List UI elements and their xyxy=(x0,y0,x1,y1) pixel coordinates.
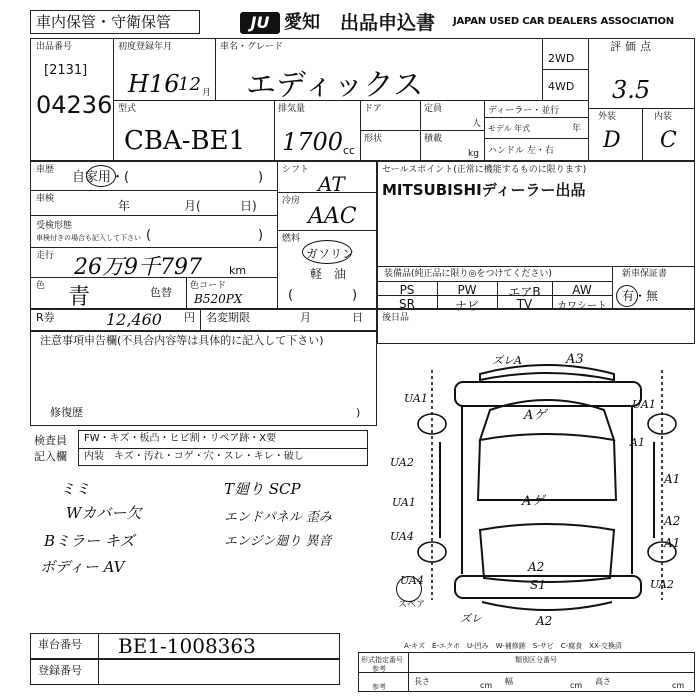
equipment-item: SR xyxy=(399,297,415,311)
warranty-label: 新車保証書 xyxy=(622,269,668,279)
displacement-value: 1700 xyxy=(282,128,344,156)
inspector-label-2: 記入欄 xyxy=(34,450,67,463)
sales-value: MITSUBISHIディーラー出品 xyxy=(382,181,586,199)
repair-close: ) xyxy=(356,406,361,419)
form-title: 出品申込書 xyxy=(340,12,436,34)
history-close: ) xyxy=(258,170,264,185)
diag-label-9: UA1 xyxy=(392,496,416,509)
equipment-item: ナビ xyxy=(454,299,479,313)
aircon-label: 冷房 xyxy=(282,196,301,206)
equipment-item: PS xyxy=(399,283,415,297)
diag-label-12: UA4 xyxy=(390,530,414,543)
name-change-day: 日 xyxy=(352,311,363,324)
inspection-day: 日) xyxy=(240,199,257,213)
equipment-item: カワシート xyxy=(557,301,607,312)
diag-label-10: Aゲ xyxy=(522,494,545,509)
fuel-label: 燃料 xyxy=(282,234,301,244)
inspection-month: 月( xyxy=(184,199,201,213)
ju-logo: JU xyxy=(240,12,280,34)
color-code-label: 色コード xyxy=(190,281,227,291)
drive-4wd: 4WD xyxy=(548,80,575,93)
dealer-model-year: モデル 年式 xyxy=(488,124,531,133)
grade-int-value: C xyxy=(660,128,677,153)
spec-height: 高さ xyxy=(595,677,611,686)
mileage-value: 26万9千797 xyxy=(74,255,202,280)
doors-label: ドア xyxy=(364,104,382,114)
fuel-paren-close: ) xyxy=(352,288,358,303)
grade-int-label: 内装 xyxy=(654,112,673,122)
lot-number: 04236 xyxy=(36,91,113,119)
chassis-label: 車台番号 xyxy=(38,638,82,651)
equipment-item: エアB xyxy=(508,285,541,299)
shift-label: シフト xyxy=(282,165,310,175)
diag-label-5: UA1 xyxy=(632,398,656,411)
association-name: JAPAN USED CAR DEALERS ASSOCIATION xyxy=(453,16,674,27)
spec-cm-1: cm xyxy=(480,681,493,690)
fuel-diesel: 軽 油 xyxy=(310,267,347,281)
spec-ref-1: 参考 xyxy=(372,665,386,673)
recycle-row xyxy=(30,309,377,331)
spare-circle xyxy=(396,576,422,602)
registration-year: H16 xyxy=(128,70,180,98)
drive-2wd: 2WD xyxy=(548,52,575,65)
equipment-item: PW xyxy=(457,283,477,297)
diag-label-2: A3 xyxy=(566,352,584,367)
remark-right-1: T廻り SCP xyxy=(224,480,301,498)
shift-value: AT xyxy=(318,172,345,196)
inspection-label: 車検 xyxy=(36,194,55,204)
diag-label-14: UA4 xyxy=(400,574,424,587)
diag-label-16: S1 xyxy=(530,578,546,592)
name-change-label: 名変期限 xyxy=(206,311,250,324)
color-code-value: B520PX xyxy=(194,292,243,306)
lot-code: [2131] xyxy=(44,63,88,78)
shape-label: 形状 xyxy=(364,134,383,144)
car-name-label: 車名・グレード xyxy=(220,42,284,52)
spec-length: 長さ xyxy=(414,677,430,686)
remark-1: ミミ xyxy=(60,480,91,498)
diag-label-3: UA1 xyxy=(404,392,428,405)
spec-cm-2: cm xyxy=(570,681,583,690)
recycle-unit: 円 xyxy=(184,311,195,324)
after-date-box xyxy=(377,309,695,344)
damage-legend: A-キズ E-エクボ U-凹み W-補修跡 S-サビ C-腐食 XX-交換済 xyxy=(404,642,622,650)
diag-label-19: ズレ xyxy=(460,612,482,625)
transfer-label: 受検形態 xyxy=(36,221,73,231)
grade-label: 評価点 xyxy=(610,40,655,53)
transfer-paren: ( xyxy=(146,228,152,243)
diag-label-13: A1 xyxy=(664,536,681,550)
history-label: 車歴 xyxy=(36,165,55,175)
inspector-row-2: キズ・汚れ・コゲ・穴・スレ・キレ・破し xyxy=(114,451,304,462)
transfer-close: ) xyxy=(258,228,264,243)
registration-month: 12 xyxy=(178,74,201,95)
dealer-line: ディーラー・並行 xyxy=(488,106,560,116)
warranty-circle xyxy=(616,285,638,307)
sales-label: セールスポイント(正常に機能するものに限ります) xyxy=(382,165,587,175)
lot-label: 出品番号 xyxy=(36,42,73,52)
capacity-unit: 人 xyxy=(472,119,482,129)
displacement-label: 排気量 xyxy=(278,104,306,114)
fuel-paren-open: ( xyxy=(288,288,294,303)
diag-label-15: A2 xyxy=(528,560,545,574)
registration-month-unit: 月 xyxy=(202,88,212,98)
diag-label-7: UA2 xyxy=(390,456,414,469)
diag-label-4: Aゲ xyxy=(524,408,547,423)
spec-category: 類別区分番号 xyxy=(515,656,557,664)
warranty-value: 有・無 xyxy=(622,289,659,303)
notes-label: 注意事項申告欄(不具合内容等は具体的に記入して下さい) xyxy=(40,334,324,347)
diag-label-11: A2 xyxy=(664,514,681,528)
equipment-item: AW xyxy=(572,283,592,297)
history-value: 自家用・( xyxy=(72,170,130,185)
history-circle xyxy=(86,165,116,187)
load-unit: kg xyxy=(468,149,479,159)
recycle-label: R券 xyxy=(36,311,55,324)
logo-city: 愛知 xyxy=(284,12,320,33)
diag-label-20: A2 xyxy=(536,614,553,628)
grade-ext-value: D xyxy=(603,128,621,153)
recycle-value: 12,460 xyxy=(106,310,162,329)
after-date-label: 後日品 xyxy=(382,313,410,323)
name-change-month: 月 xyxy=(300,311,311,324)
inspector-label-1: 検査員 xyxy=(34,434,67,447)
displacement-unit: cc xyxy=(343,144,356,157)
diag-label-17: UA2 xyxy=(650,578,674,591)
remark-3: Bミラー キズ xyxy=(44,532,135,550)
repair-label: 修復歴 xyxy=(50,406,83,419)
load-label: 積載 xyxy=(424,134,443,144)
remark-right-3: エンジン廻り 異音 xyxy=(224,534,332,549)
equipment-item: TV xyxy=(516,297,533,311)
remark-right-2: エンドパネル 歪み xyxy=(224,510,332,525)
storage-stamp-text: 車内保管・守衛保管 xyxy=(36,13,172,31)
diag-label-spare: スペア xyxy=(398,600,426,610)
color-change-label: 色替 xyxy=(150,286,172,299)
remark-4: ボディー AV xyxy=(40,558,125,576)
mileage-unit: km xyxy=(229,264,247,277)
registration-label: 初度登録年月 xyxy=(118,42,173,52)
spec-cm-3: cm xyxy=(672,681,685,690)
car-name-value: エディックス xyxy=(246,68,424,103)
inspector-row-2-label: 内装 xyxy=(84,451,104,462)
color-label: 色 xyxy=(36,281,46,291)
fuel-gasoline: ガソリン xyxy=(306,247,355,261)
dealer-handle: ハンドル 左・右 xyxy=(488,146,554,156)
inspector-row-1: FW・キズ・板凸・ヒビ割・リペア跡・X要 xyxy=(84,433,277,444)
grade-ext-label: 外装 xyxy=(598,112,617,122)
fuel-circle xyxy=(302,240,355,264)
chassis-value: BE1-1008363 xyxy=(118,634,256,658)
aircon-value: AAC xyxy=(308,204,357,229)
reg-number-label: 登録番号 xyxy=(38,664,82,677)
mileage-label: 走行 xyxy=(36,251,55,261)
spec-label: 形式指定番号 xyxy=(361,656,403,664)
diag-label-8: A1 xyxy=(630,436,645,449)
diag-label-1: ズレA xyxy=(492,354,522,367)
grade-value: 3.5 xyxy=(612,76,651,104)
capacity-label: 定員 xyxy=(424,104,443,114)
model-label: 型式 xyxy=(118,104,137,114)
remark-2: Wカバー欠 xyxy=(66,504,142,522)
inspection-year: 年 xyxy=(118,199,131,213)
spec-width: 幅 xyxy=(505,677,513,686)
transfer-note: 車検付きの場合も記入して下さい xyxy=(36,234,141,242)
spec-ref-2: 参考 xyxy=(372,683,386,691)
equipment-label: 装備品(純正品に限り◎をつけてください) xyxy=(384,269,552,279)
diag-label-6: A1 xyxy=(664,472,681,486)
model-value: CBA-BE1 xyxy=(124,126,246,156)
color-value: 青 xyxy=(68,285,91,310)
dealer-year-unit: 年 xyxy=(572,124,582,134)
